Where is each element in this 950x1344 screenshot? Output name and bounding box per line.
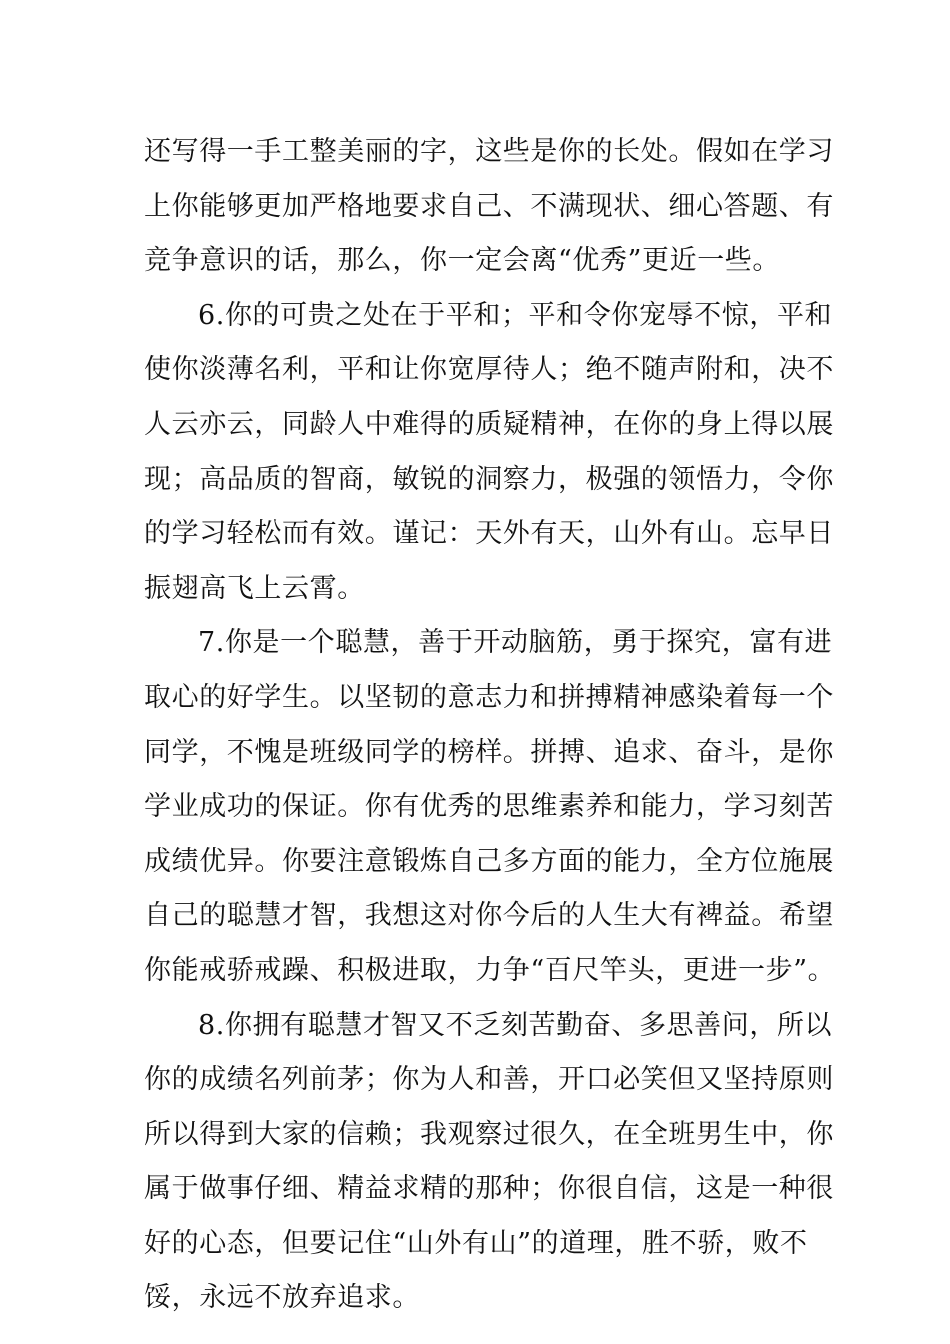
text-line: 馁，永远不放弃追求。 xyxy=(144,1282,420,1314)
paragraph-6 xyxy=(144,289,834,617)
text-line: 竞争意识的话，那么，你一定会离“优秀”更近一些。 xyxy=(144,245,781,277)
text-line: 自己的聪慧才智，我想这对你今后的人生大有裨益。希望 xyxy=(144,900,834,932)
text-line: 6.你的可贵之处在于平和；平和令你宠辱不惊，平和 xyxy=(198,299,833,331)
text-line: 学业成功的保证。你有优秀的思维素养和能力，学习刻苦 xyxy=(144,791,834,823)
text-line: 人云亦云，同龄人中难得的质疑精神，在你的身上得以展 xyxy=(144,408,834,440)
text-line: 使你淡薄名利，平和让你宽厚待人；绝不随声附和，决不 xyxy=(144,354,834,386)
paragraph-5-continued xyxy=(144,125,834,289)
text-line: 同学，不愧是班级同学的榜样。拼搏、追求、奋斗，是你 xyxy=(144,736,834,768)
text-line: 好的心态，但要记住“山外有山”的道理，胜不骄，败不 xyxy=(144,1227,808,1259)
text-line: 现；高品质的智商，敏锐的洞察力，极强的领悟力，令你 xyxy=(144,463,834,495)
text-line: 上你能够更加严格地要求自己、不满现状、细心答题、有 xyxy=(144,190,834,222)
text-line: 所以得到大家的信赖；我观察过很久，在全班男生中，你 xyxy=(144,1118,834,1150)
text-line: 振翅高飞上云霄。 xyxy=(144,572,365,604)
text-line: 你的成绩名列前茅；你为人和善，开口必笑但又坚持原则 xyxy=(144,1064,834,1096)
text-line: 你能戒骄戒躁、积极进取，力争“百尺竿头，更进一步”。 xyxy=(144,954,836,986)
text-line: 还写得一手工整美丽的字，这些是你的长处。假如在学习 xyxy=(144,136,834,167)
document-page xyxy=(144,125,836,1326)
text-line: 8.你拥有聪慧才智又不乏刻苦勤奋、多思善问，所以 xyxy=(198,1009,833,1041)
text-line: 取心的好学生。以坚韧的意志力和拼搏精神感染着每一个 xyxy=(144,681,834,713)
text-line: 7.你是一个聪慧，善于开动脑筋，勇于探究，富有进 xyxy=(198,627,833,659)
text-line: 的学习轻松而有效。谨记：天外有天，山外有山。忘早日 xyxy=(144,518,834,550)
paragraph-8 xyxy=(144,999,834,1327)
text-line: 成绩优异。你要注意锻炼自己多方面的能力，全方位施展 xyxy=(144,845,834,877)
text-line: 属于做事仔细、精益求精的那种；你很自信，这是一种很 xyxy=(144,1173,834,1205)
paragraph-7 xyxy=(144,616,836,998)
